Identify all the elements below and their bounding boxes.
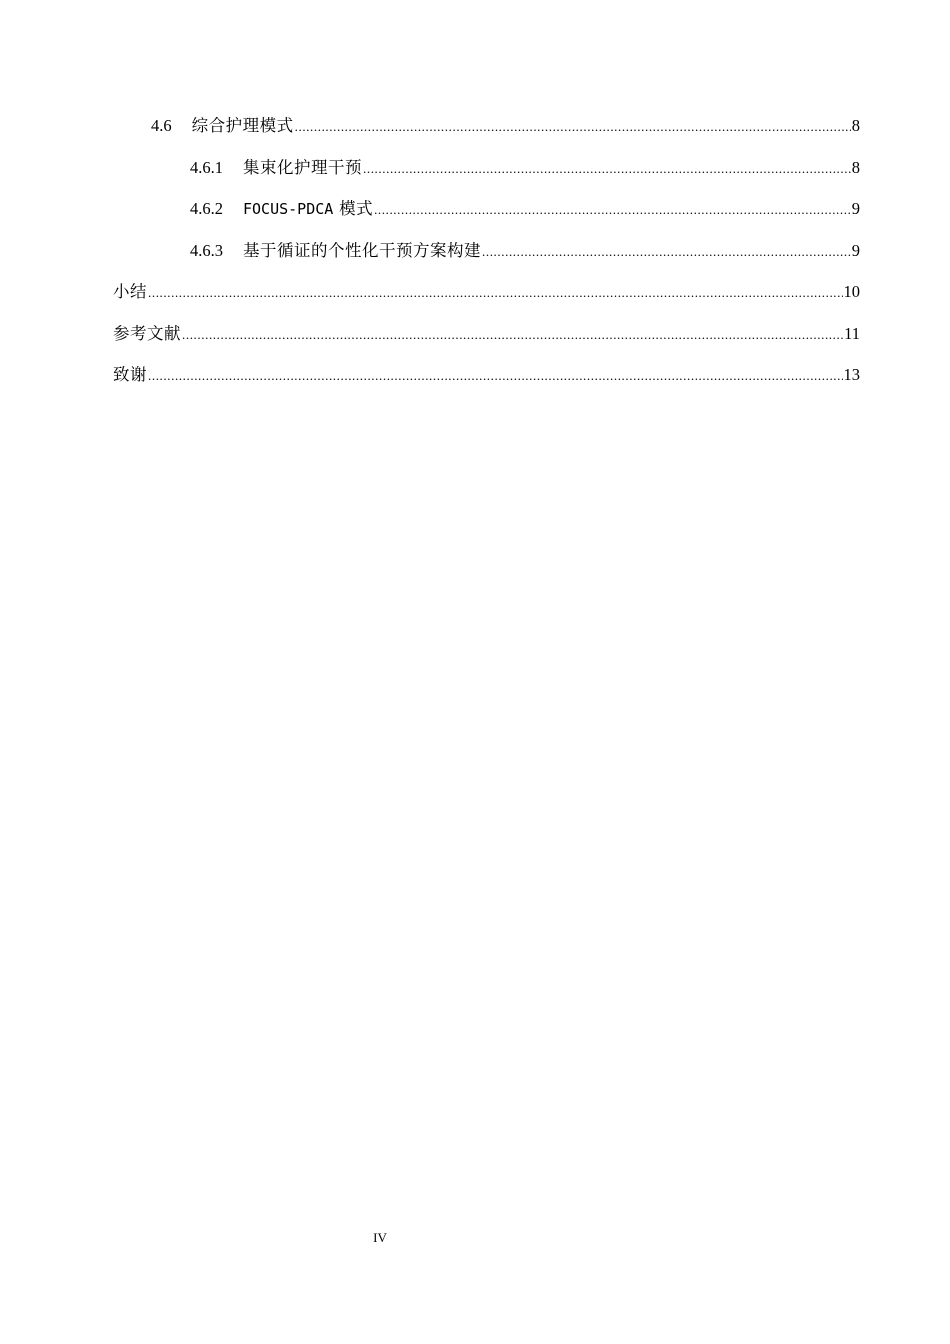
dot-leader xyxy=(148,285,843,301)
dot-leader xyxy=(363,161,851,177)
toc-entry-references[interactable] xyxy=(113,320,860,362)
dot-leader xyxy=(482,244,851,260)
toc-entry-summary[interactable] xyxy=(113,278,860,320)
toc-entry-acknowledgements[interactable] xyxy=(113,361,860,403)
toc-entry-title: 综合护理模式 xyxy=(191,116,294,135)
toc-entry-title xyxy=(243,195,373,219)
toc-entry-4-6-3[interactable] xyxy=(113,237,860,279)
toc-entry-page: 9 xyxy=(851,240,860,260)
dot-leader xyxy=(374,202,851,218)
dot-leader xyxy=(182,327,843,343)
toc-entry-number: 4.6.1 xyxy=(190,157,223,177)
toc-entry-4-6-1[interactable] xyxy=(113,154,860,196)
toc-entry-title: 致谢 xyxy=(113,365,147,384)
dot-leader xyxy=(295,119,851,135)
toc-entry-page: 11 xyxy=(844,323,860,343)
toc-entry-title: 小结 xyxy=(113,282,147,301)
toc-entry-page: 8 xyxy=(851,116,860,135)
toc-entry-title-cjk: 模式 xyxy=(339,199,374,218)
dot-leader xyxy=(148,368,843,384)
toc-entry-page: 10 xyxy=(843,282,860,301)
toc-entry-number: 4.6.2 xyxy=(190,199,223,218)
toc-entry-title: 集束化护理干预 xyxy=(243,157,362,177)
toc-entry-number: 4.6 xyxy=(151,116,172,135)
table-of-contents xyxy=(113,112,860,403)
toc-entry-title: 基于循证的个性化干预方案构建 xyxy=(243,240,481,260)
toc-entry-title: 参考文献 xyxy=(113,323,181,343)
toc-entry-page: 9 xyxy=(851,199,860,218)
toc-entry-4-6-2[interactable] xyxy=(113,195,860,237)
toc-entry-page: 13 xyxy=(843,365,860,384)
toc-entry-number: 4.6.3 xyxy=(190,240,223,260)
toc-entry-title-latin: FOCUS-PDCA xyxy=(243,200,334,218)
page-footer-number: IV xyxy=(373,1230,387,1245)
toc-entry-page: 8 xyxy=(851,157,860,177)
toc-entry-4-6[interactable] xyxy=(113,112,860,154)
